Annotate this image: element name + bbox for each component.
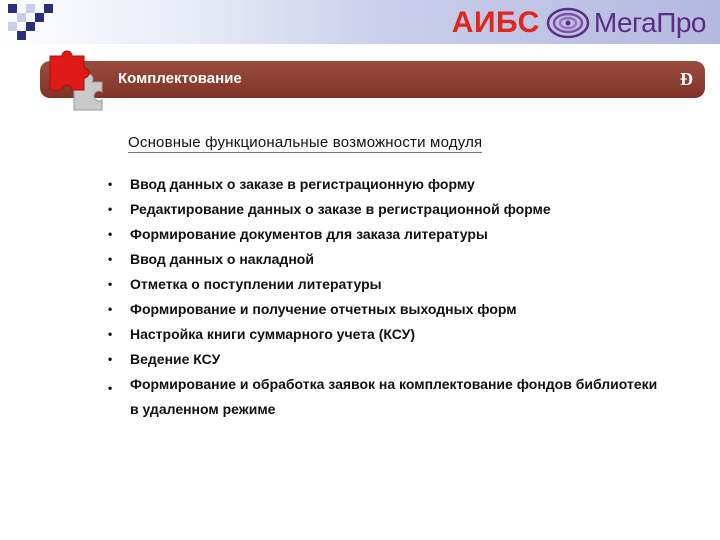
list-item: • Настройка книги суммарного учета (КСУ) xyxy=(108,326,416,342)
bullet: • xyxy=(108,327,113,341)
section-heading: Основные функциональные возможности модуля xyxy=(128,134,483,151)
swirl-logo-icon xyxy=(546,6,590,40)
list-item: • Ввод данных о заказе в регистрационную форму xyxy=(108,176,475,192)
bullet: • xyxy=(108,177,113,191)
bullet: • xyxy=(108,352,113,366)
brand-aibs: АИБС xyxy=(451,6,540,39)
list-item: • Ввод данных о накладной xyxy=(108,251,314,267)
banner-title: Комплектование xyxy=(118,70,242,87)
puzzle-pieces-icon xyxy=(44,48,116,112)
bullet: • xyxy=(108,252,113,266)
brand-logo-group xyxy=(452,4,706,42)
list-item: • Формирование документов для заказа литературы xyxy=(108,226,488,242)
list-item: • Редактирование данных о заказе в регистрационной форме xyxy=(108,201,551,217)
brand-megapro: МегаПро xyxy=(593,7,706,38)
bullet: • xyxy=(108,227,113,241)
bullet: • xyxy=(108,277,113,291)
bullet: • xyxy=(108,381,113,395)
bullet: • xyxy=(108,302,113,316)
list-item: • Отметка о поступлении литературы xyxy=(108,276,382,292)
feature-list xyxy=(108,176,668,430)
banner-mark: Ɖ xyxy=(680,69,693,89)
list-item: • Ведение КСУ xyxy=(108,351,221,367)
bullet: • xyxy=(108,202,113,216)
checker-decoration xyxy=(8,4,60,40)
list-item: • Формирование и обработка заявок на комплектование фондов библиотеки в удаленном режиме xyxy=(108,376,658,417)
list-item: • Формирование и получение отчетных выходных форм xyxy=(108,301,517,317)
module-banner xyxy=(40,61,705,98)
